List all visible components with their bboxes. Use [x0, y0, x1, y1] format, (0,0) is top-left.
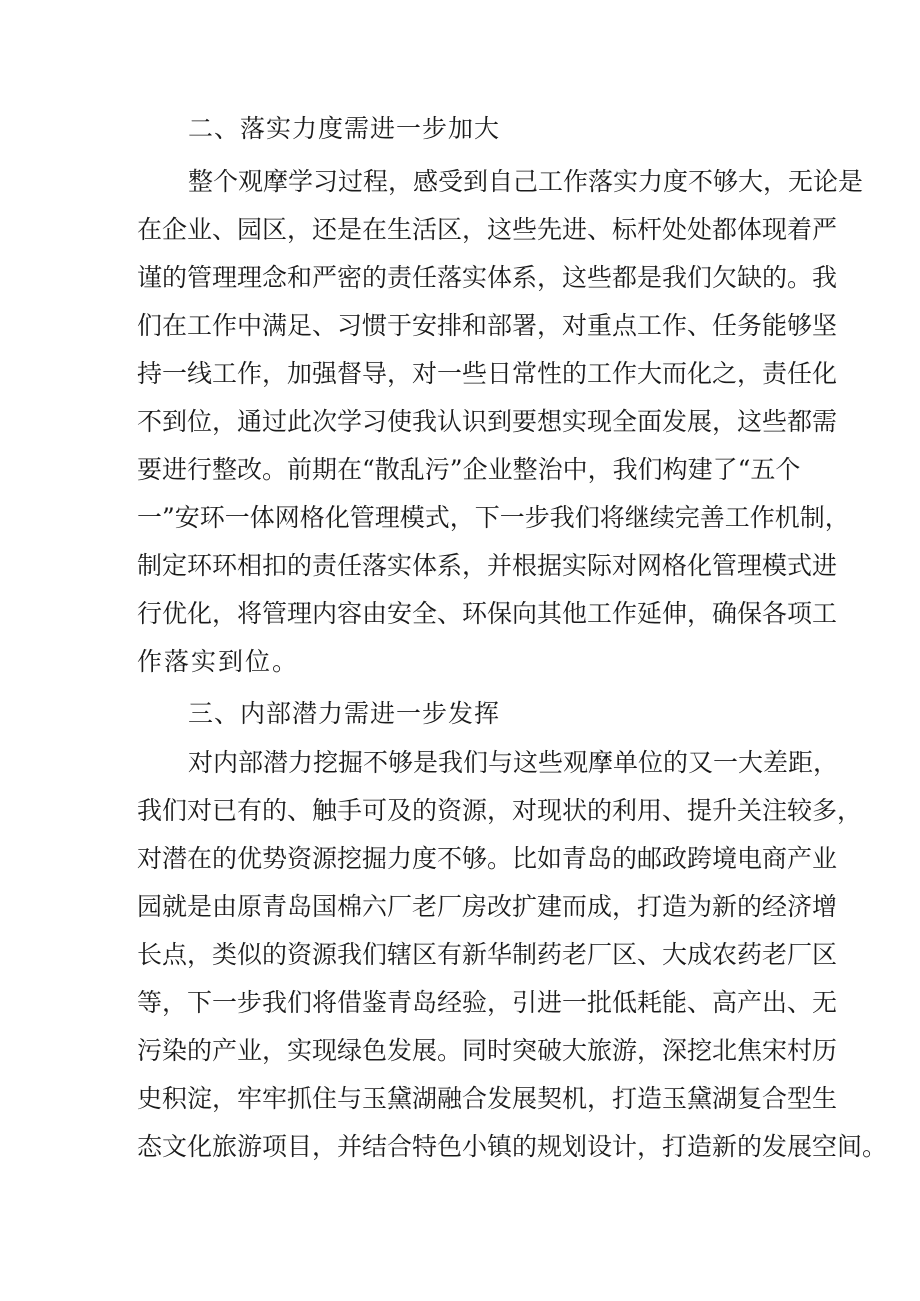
paragraph-line: 等，下一步我们将借鉴青岛经验，引进一批低耗能、高产出、无: [137, 988, 838, 1017]
paragraph-line: 行优化，将管理内容由安全、环保向其他工作延伸，确保各项工: [137, 599, 838, 628]
paragraph-line: 污染的产业，实现绿色发展。同时突破大旅游，深挖北焦宋村历: [137, 1036, 838, 1065]
paragraph-line: 我们对已有的、触手可及的资源，对现状的利用、提升关注较多，: [137, 796, 863, 825]
paragraph-line: 谨的管理理念和严密的责任落实体系，这些都是我们欠缺的。我: [137, 263, 838, 292]
paragraph-line: 长点，类似的资源我们辖区有新华制药老厂区、大成农药老厂区: [137, 940, 838, 969]
section-heading-2: 二、落实力度需进一步加大: [188, 114, 501, 143]
paragraph-line: 整个观摩学习过程，感受到自己工作落实力度不够大，无论是: [188, 167, 864, 196]
paragraph-line: 作落实到位。: [137, 647, 300, 676]
paragraph-line: 园就是由原青岛国棉六厂老厂房改扩建而成，打造为新的经济增: [137, 892, 838, 921]
paragraph-line: 态文化旅游项目，并结合特色小镇的规划设计，打造新的发展空间。: [137, 1132, 888, 1161]
paragraph-line: 一”安环一体网格化管理模式，下一步我们将继续完善工作机制，: [137, 503, 850, 532]
paragraph-line: 对内部潜力挖掘不够是我们与这些观摩单位的又一大差距，: [188, 748, 839, 777]
section-heading-3: 三、内部潜力需进一步发挥: [188, 699, 501, 728]
paragraph-line: 要进行整改。前期在“散乱污”企业整治中，我们构建了“五个: [137, 455, 801, 484]
paragraph-line: 不到位，通过此次学习使我认识到要想实现全面发展，这些都需: [137, 407, 838, 436]
paragraph-line: 持一线工作，加强督导，对一些日常性的工作大而化之，责任化: [137, 359, 838, 388]
paragraph-line: 制定环环相扣的责任落实体系，并根据实际对网格化管理模式进: [137, 551, 838, 580]
paragraph-line: 在企业、园区，还是在生活区，这些先进、标杆处处都体现着严: [137, 215, 838, 244]
paragraph-line: 们在工作中满足、习惯于安排和部署，对重点工作、任务能够坚: [137, 311, 838, 340]
paragraph-line: 史积淀，牢牢抓住与玉黛湖融合发展契机，打造玉黛湖复合型生: [137, 1084, 838, 1113]
paragraph-line: 对潜在的优势资源挖掘力度不够。比如青岛的邮政跨境电商产业: [137, 844, 838, 873]
